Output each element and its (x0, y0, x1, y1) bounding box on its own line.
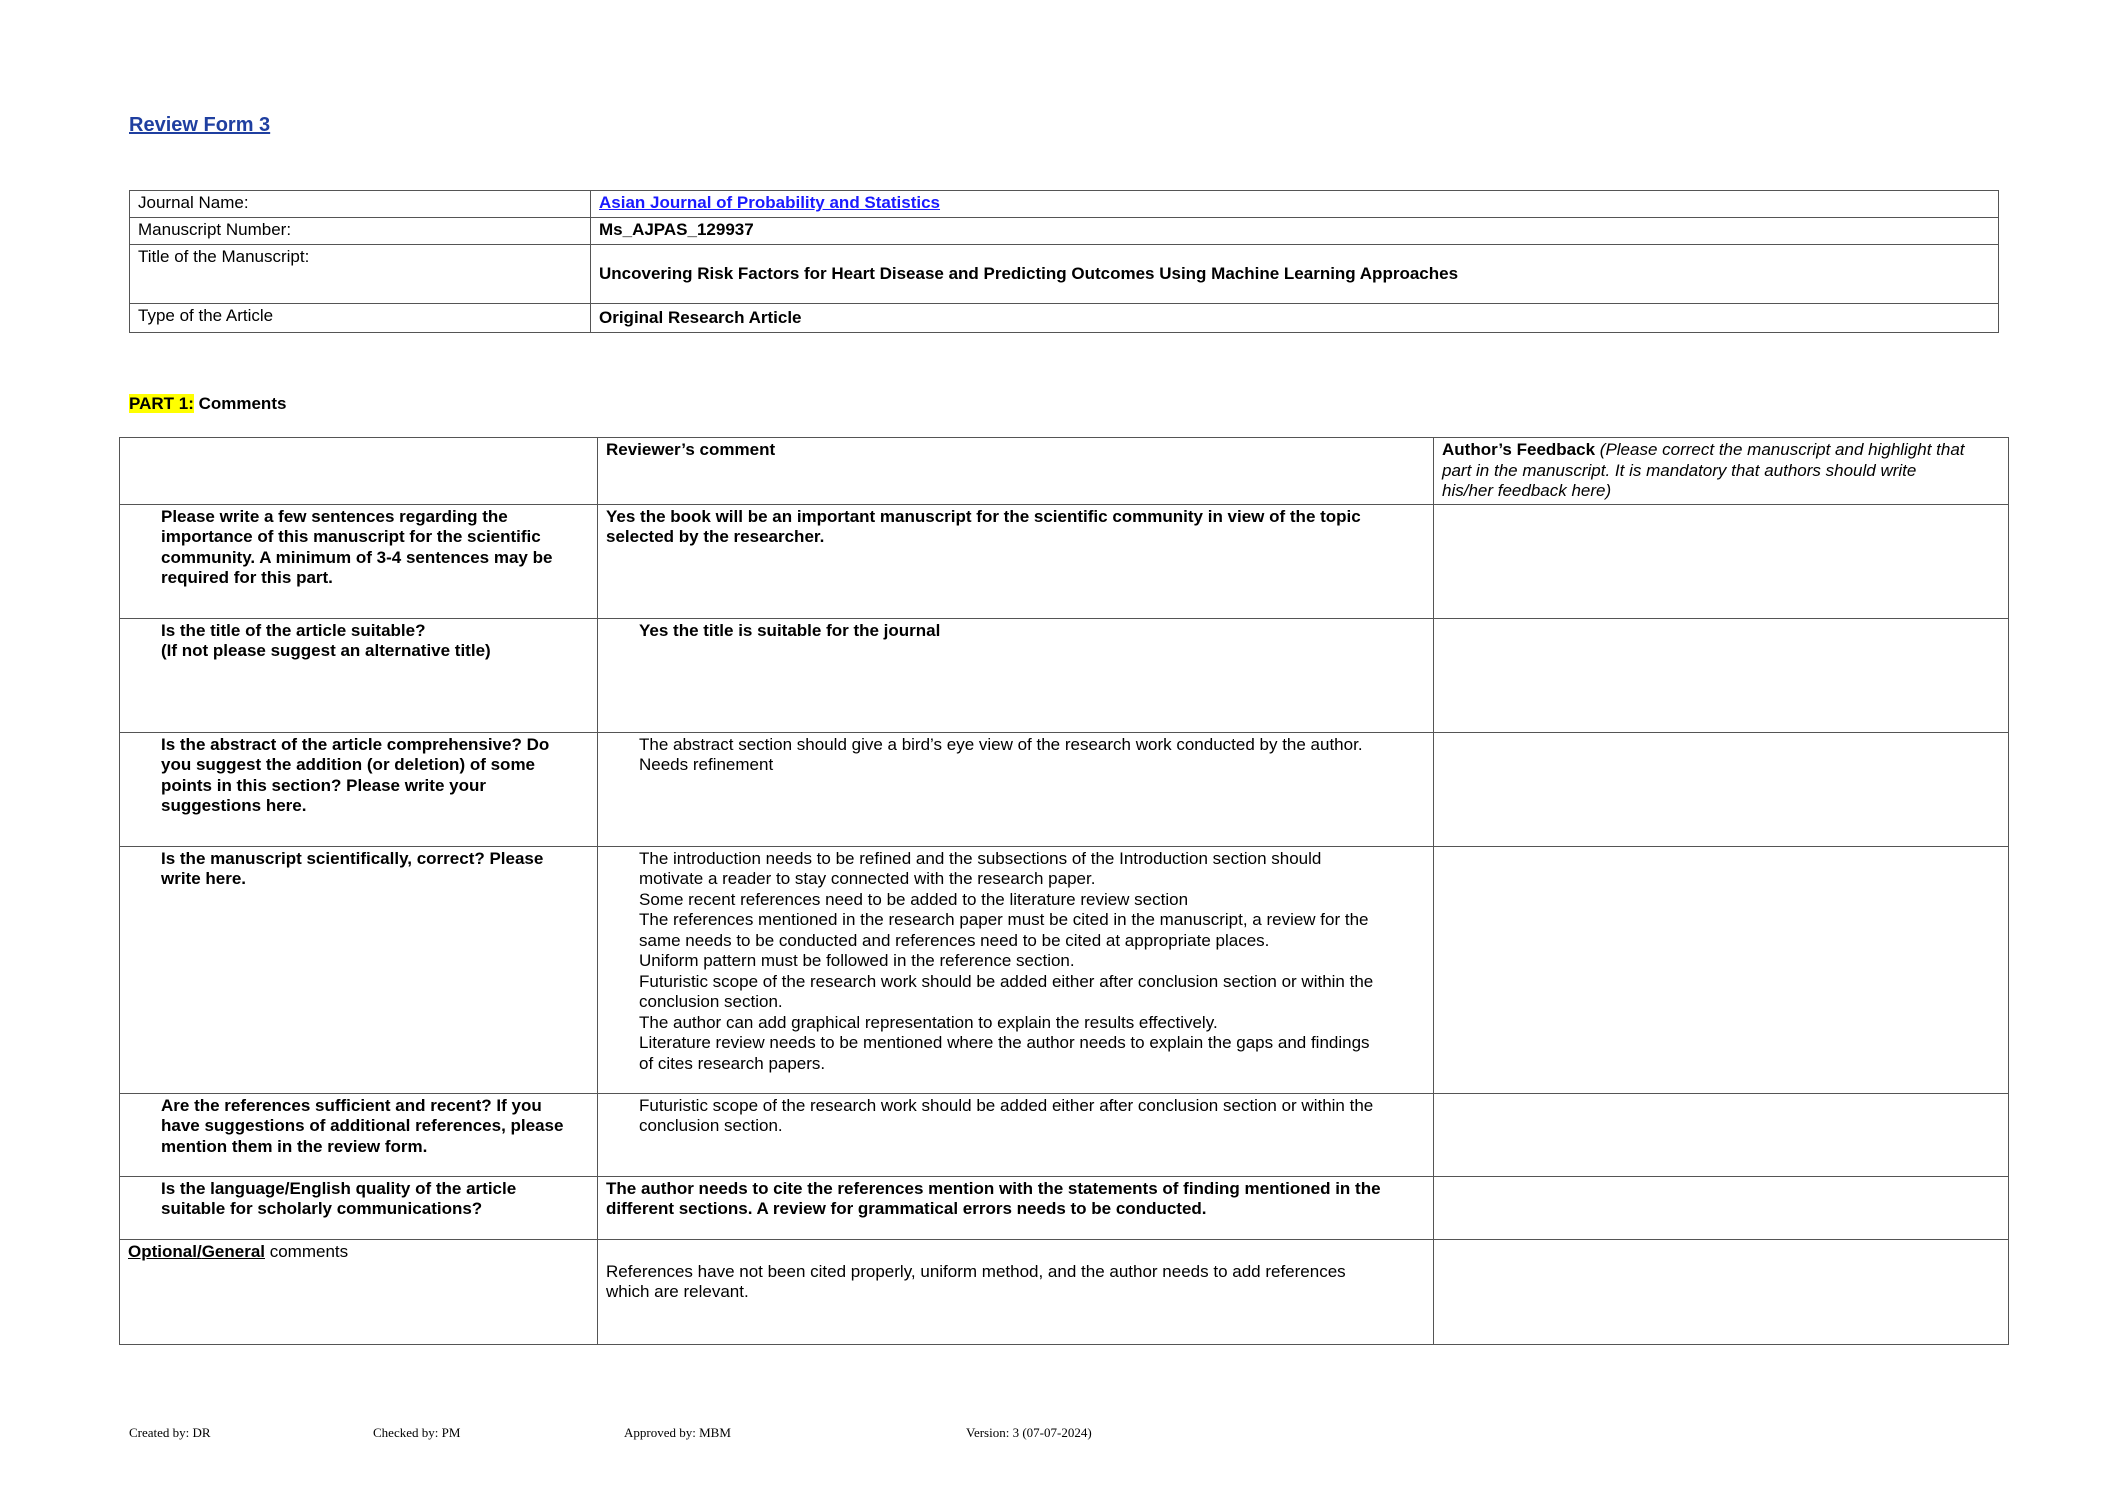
question-cell (120, 732, 598, 846)
comment-row (120, 732, 2009, 846)
question-line: suggestions here. (161, 796, 307, 815)
article-type-label: Type of the Article (130, 304, 591, 333)
part-title: Comments (193, 394, 287, 413)
question-line: suitable for scholarly communications? (161, 1199, 483, 1218)
reviewer-comment-cell (598, 1176, 1434, 1239)
comment-line: The author can add graphical representation to explain the results effectively. (639, 1012, 1218, 1032)
comment-line: conclusion section. (639, 1116, 783, 1135)
question-line: you suggest the addition (or deletion) of some (161, 755, 536, 774)
footer-created: Created by: DR (129, 1425, 211, 1440)
author-feedback-cell[interactable] (1434, 732, 2009, 846)
journal-label: Journal Name: (130, 191, 591, 218)
comment-row (120, 846, 2009, 1093)
question-cell (120, 618, 598, 732)
article-type-value: Original Research Article (591, 304, 1999, 333)
manuscript-info-table (129, 190, 1999, 333)
question-cell (120, 846, 598, 1093)
comment-line: The abstract section should give a bird’s eye view of the research work conducted by the author. (639, 734, 1363, 754)
author-feedback-cell[interactable] (1434, 618, 2009, 732)
question-line: Please write a few sentences regarding the (161, 506, 508, 526)
comment-line: selected by the researcher. (606, 527, 825, 546)
manuscript-number-label: Manuscript Number: (130, 218, 591, 245)
comment-line: Yes the book will be an important manuscript for the scientific community in view of the topic (606, 506, 1361, 526)
reviewer-comment-cell (598, 846, 1434, 1093)
comment-row (120, 1176, 2009, 1239)
comment-line: different sections. A review for grammatical errors needs to be conducted. (606, 1199, 1207, 1218)
part-1-heading (129, 394, 286, 414)
reviewer-comment-header: Reviewer’s comment (598, 438, 1434, 505)
question-line: write here. (161, 869, 247, 888)
question-line: Are the references sufficient and recent? If you (161, 1095, 542, 1115)
reviewer-comment-cell (598, 1093, 1434, 1176)
reviewer-comment-cell (598, 504, 1434, 618)
optional-label: Optional/General comments (120, 1239, 598, 1344)
header-row (120, 438, 2009, 505)
comment-line: Some recent references need to be added to the literature review section (639, 889, 1189, 909)
comment-line: Futuristic scope of the research work should be added either after conclusion section or within the (639, 971, 1374, 991)
journal-link[interactable]: Asian Journal of Probability and Statistics (599, 193, 941, 212)
question-cell (120, 1093, 598, 1176)
comment-line: The author needs to cite the references mention with the statements of finding mentioned in the (606, 1178, 1381, 1198)
comment-line: Uniform pattern must be followed in the reference section. (639, 951, 1075, 970)
question-line: Is the manuscript scientifically, correct? Please (161, 848, 544, 868)
part-label: PART 1: (129, 394, 194, 413)
comment-line: Futuristic scope of the research work should be added either after conclusion section or within the (639, 1095, 1374, 1115)
author-feedback-cell[interactable] (1434, 1093, 2009, 1176)
question-line: Is the title of the article suitable? (161, 620, 426, 640)
author-feedback-cell[interactable] (1434, 1239, 2009, 1344)
comment-line: conclusion section. (639, 992, 783, 1011)
question-line: community. A minimum of 3-4 sentences may be (161, 547, 553, 567)
author-feedback-cell[interactable] (1434, 846, 2009, 1093)
comment-line: Yes the title is suitable for the journal (639, 620, 941, 640)
author-feedback-header: Author’s Feedback (Please correct the manuscript and highlight that part in the manuscript. It is mandatory that authors should write his/her feedback here) (1434, 438, 2009, 505)
comment-line: Needs refinement (639, 755, 774, 774)
author-feedback-cell[interactable] (1434, 1176, 2009, 1239)
manuscript-title-value: Uncovering Risk Factors for Heart Disease and Predicting Outcomes Using Machine Learning Approaches (591, 245, 1999, 304)
optional-comment: References have not been cited properly, uniform method, and the author needs to add references which are relevant. (598, 1239, 1434, 1344)
comment-line: of cites research papers. (639, 1053, 826, 1073)
manuscript-title-label: Title of the Manuscript: (130, 245, 591, 304)
question-line: Is the language/English quality of the article (161, 1178, 517, 1198)
comment-line: motivate a reader to stay connected with the research paper. (639, 869, 1096, 888)
comments-table (119, 437, 2009, 1345)
reviewer-comment-cell (598, 732, 1434, 846)
comment-line: same needs to be conducted and references need to be cited at appropriate places. (639, 930, 1270, 950)
comment-line: The references mentioned in the research paper must be cited in the manuscript, a review for the (639, 910, 1369, 929)
question-cell (120, 1176, 598, 1239)
question-line: mention them in the review form. (161, 1136, 428, 1156)
question-line: (If not please suggest an alternative title) (161, 641, 491, 660)
footer-approved: Approved by: MBM (624, 1425, 731, 1440)
question-line: importance of this manuscript for the scientific (161, 527, 541, 546)
comment-row (120, 504, 2009, 618)
question-line: have suggestions of additional references, please (161, 1116, 564, 1135)
manuscript-number-value: Ms_AJPAS_129937 (591, 218, 1999, 245)
page-title[interactable]: Review Form 3 (129, 114, 271, 136)
comment-line: The introduction needs to be refined and the subsections of the Introduction section should (639, 848, 1322, 868)
question-line: required for this part. (161, 568, 333, 587)
optional-comments-row (120, 1239, 2009, 1344)
footer-version: Version: 3 (07-07-2024) (966, 1425, 1092, 1440)
reviewer-comment-cell (598, 618, 1434, 732)
author-feedback-cell[interactable] (1434, 504, 2009, 618)
comment-row (120, 618, 2009, 732)
question-line: points in this section? Please write your (161, 775, 486, 795)
question-cell (120, 504, 598, 618)
comment-row (120, 1093, 2009, 1176)
question-line: Is the abstract of the article comprehensive? Do (161, 734, 550, 754)
footer-checked: Checked by: PM (373, 1425, 461, 1440)
comment-line: Literature review needs to be mentioned where the author needs to explain the gaps and findings (639, 1033, 1370, 1052)
